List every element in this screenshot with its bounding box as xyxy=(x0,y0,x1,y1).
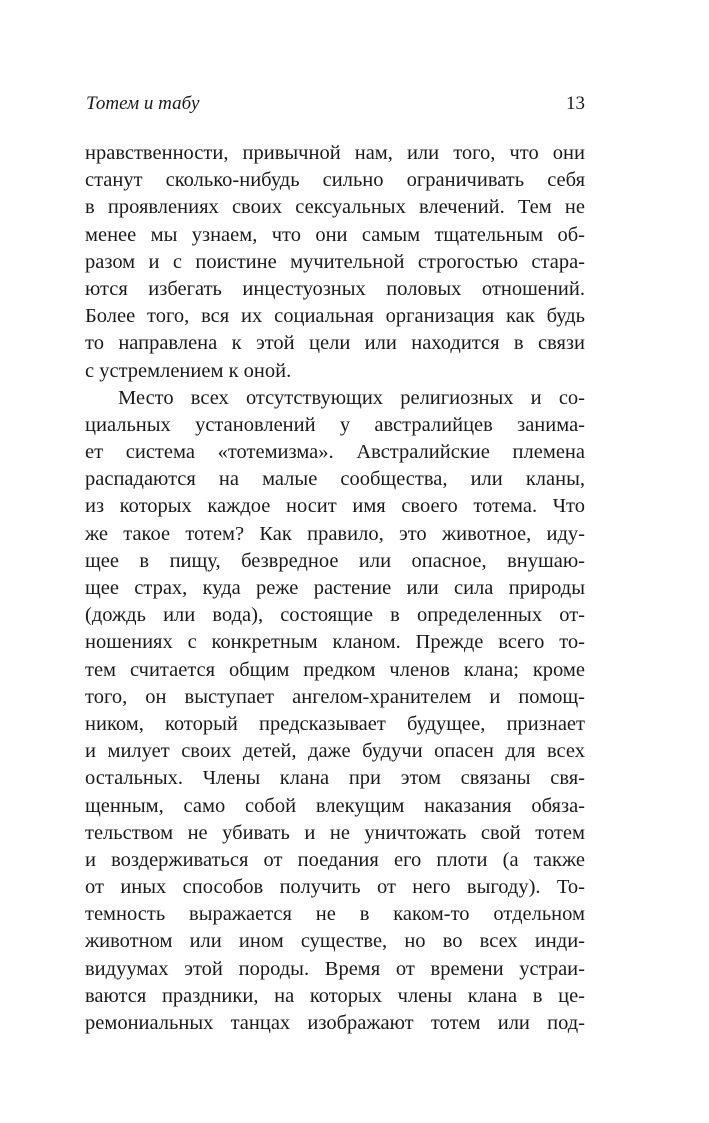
text-line: щее страх, куда реже растение или сила природы xyxy=(85,577,585,599)
text-line: и милует своих детей, даже будучи опасен для всех xyxy=(85,740,585,763)
text-line: щее в пищу, безвредное или опасное, внушаю- xyxy=(85,549,585,572)
text-line: менее мы узнаем, что они самым тщательным об- xyxy=(85,223,585,246)
paragraph xyxy=(85,385,585,1038)
text-line: темность выражается не в каком-то отдельном xyxy=(85,903,585,926)
text-line: распадаются на малые сообщества, или кланы, xyxy=(85,468,585,491)
text-line: от иных способов получить от него выгоду). То- xyxy=(85,876,585,899)
text-line: ником, который предсказывает будущее, признает xyxy=(85,712,585,735)
text-line: из которых каждое носит имя своего тотема. Что xyxy=(85,495,585,518)
running-title: Тотем и табу xyxy=(86,93,200,114)
text-line: ет система «тотемизма». Австралийские племена xyxy=(85,441,585,464)
text-line: ются избегать инцестуозных половых отношений. xyxy=(85,277,585,300)
text-line: видуумах этой породы. Время от времени устраи- xyxy=(85,957,585,980)
text-line: тем считается общим предком членов клана; кроме xyxy=(85,658,585,681)
text-line: животном или ином существе, но во всех инди- xyxy=(85,930,585,953)
text-line: то направлена к этой цели или находится в связи xyxy=(85,332,585,355)
text-line: щенным, само собой влекущим наказания обяза- xyxy=(85,794,585,817)
text-line: станут сколько-нибудь сильно ограничивать себя xyxy=(85,169,585,192)
text-line: Место всех отсутствующих религиозных и со- xyxy=(118,386,585,409)
text-line: в проявлениях своих сексуальных влечений. Тем не xyxy=(85,196,585,219)
text-line: остальных. Члены клана при этом связаны свя- xyxy=(85,767,585,790)
text-line: же такое тотем? Как правило, это животное, иду- xyxy=(85,522,585,545)
text-line: нравственности, привычной нам, или того, что они xyxy=(85,142,585,164)
text-line: того, он выступает ангелом-хранителем и помощ- xyxy=(85,685,585,708)
text-line: Более того, вся их социальная организация как будь xyxy=(85,305,585,328)
text-line: ношениях с конкретным кланом. Прежде всего то- xyxy=(85,631,585,654)
paragraph xyxy=(85,140,585,385)
running-head xyxy=(86,92,585,116)
page-number: 13 xyxy=(566,93,585,114)
text-line: (дождь или вода), состоящие в определенных от- xyxy=(85,604,585,627)
text-line: тельством не убивать и не уничтожать свой тотем xyxy=(85,821,585,844)
text-line: с устремлением к оной. xyxy=(85,359,292,382)
text-line: разом и с поистине мучительной строгостью стара- xyxy=(85,250,585,273)
text-line: циальных установлений у австралийцев занима- xyxy=(85,413,585,436)
text-line: и воздерживаться от поедания его плоти (а также xyxy=(85,848,585,871)
body-text xyxy=(85,140,585,1037)
text-line: ремониальных танцах изображают тотем или под- xyxy=(85,1012,585,1034)
text-line: ваются праздники, на которых члены клана в це- xyxy=(85,984,585,1007)
